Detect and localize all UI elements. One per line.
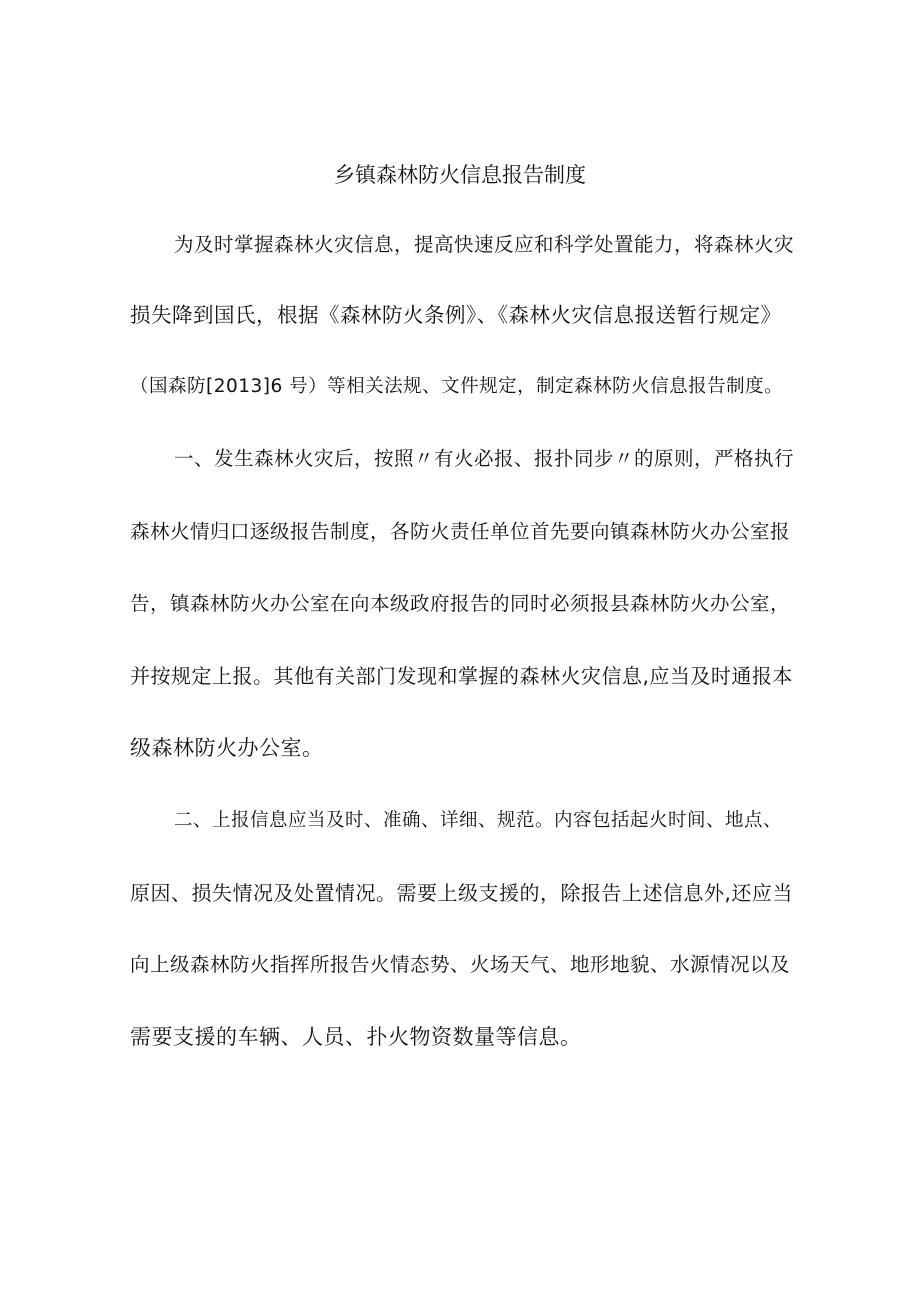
- paragraph-3-line-2: 原因、损失情况及处置情况。需要上级支援的，除报告上述信息外,还应当: [130, 881, 793, 905]
- paragraph-1-line-2: 损失降到国氏，根据《森林防火条例》、《森林火灾信息报送暂行规定》: [130, 303, 782, 327]
- paragraph-2-line-1: 一、发生森林火灾后，按照〃有火必报、报扑同步〃的原则，严格执行: [174, 447, 795, 470]
- paragraph-2-line-3: 告，镇森林防火办公室在向本级政府报告的同时必须报县森林防火办公室，: [130, 592, 791, 615]
- paragraph-2-line-4: 并按规定上报。其他有关部门发现和掌握的森林火灾信息,应当及时通报本: [130, 664, 793, 688]
- paragraph-2-line-5: 级森林防火办公室。: [130, 736, 324, 760]
- paragraph-3-line-3: 向上级森林防火指挥所报告火情态势、火场天气、地形地貌、水源情况以及: [130, 953, 791, 976]
- paragraph-3-line-4: 需要支援的车辆、人员、扑火物资数量等信息。: [130, 1025, 582, 1049]
- paragraph-1-line-1: 为及时掌握森林火灾信息，提高快速反应和科学处置能力，将森林火灾: [174, 233, 795, 256]
- paragraph-1-line-3: （国森防[2013]6 号）等相关法规、文件规定，制定森林防火信息报告制度。: [130, 376, 784, 397]
- paragraph-3-line-1: 二、上报信息应当及时、准确、详细、规范。内容包括起火时间、地点、: [174, 810, 783, 831]
- document-title: 乡镇森林防火信息报告制度: [334, 163, 586, 187]
- paragraph-2-line-2: 森林火情归口逐级报告制度，各防火责任单位首先要向镇森林防火办公室报: [130, 520, 791, 543]
